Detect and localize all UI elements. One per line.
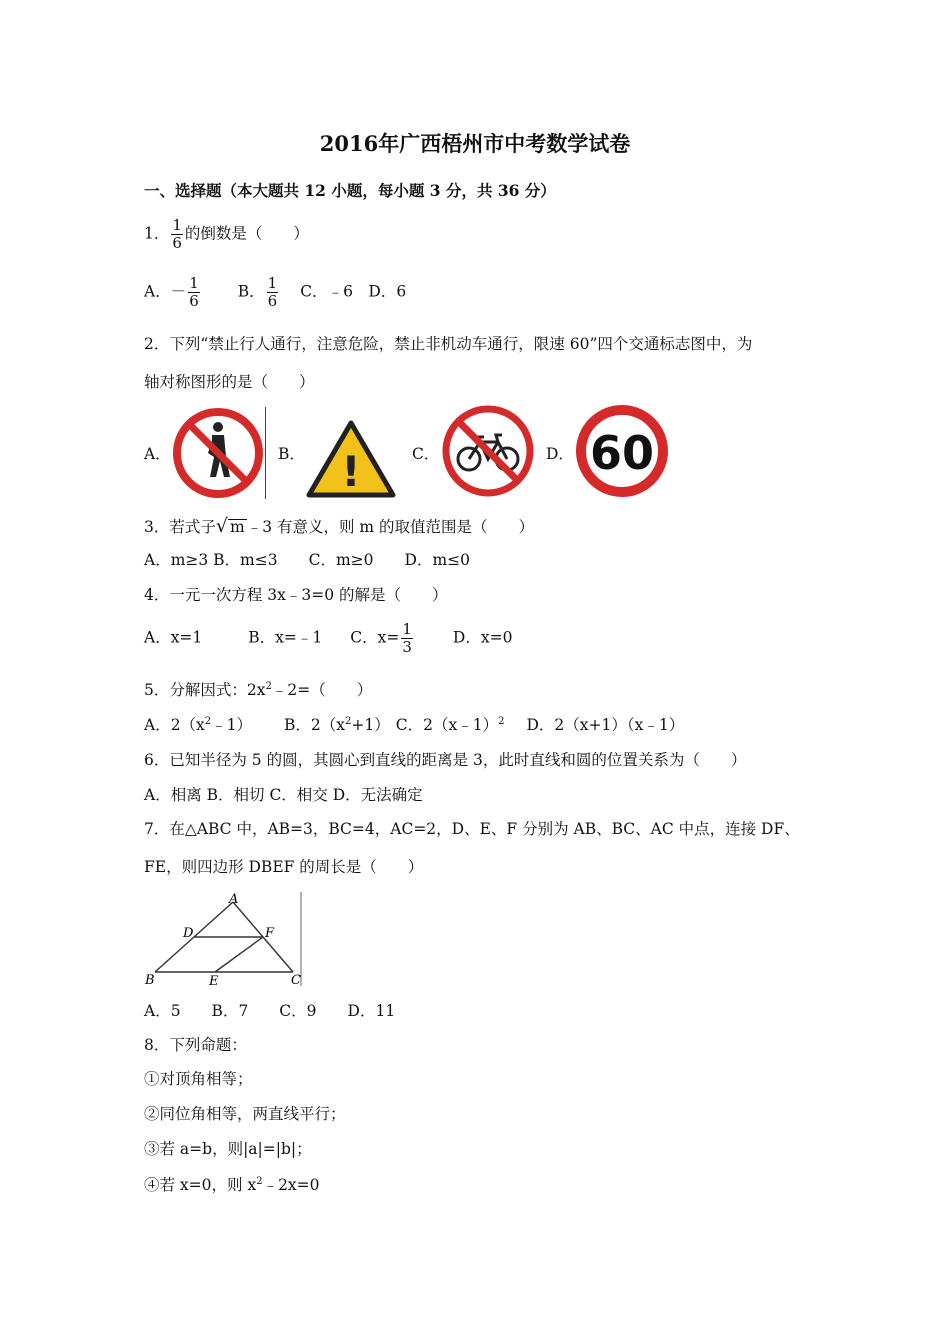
question-3-stem: 3．若式子√ m ﹣3 有意义，则 m 的取值范围是（ ） (144, 515, 535, 537)
speed-limit-sign-icon (574, 404, 670, 498)
option-c-label: C． (412, 445, 440, 463)
proposition-3: ③若 a=b，则|a|=|b|； (144, 1140, 312, 1158)
option-b-label: B． (278, 445, 305, 463)
vertex-label-e: E (209, 974, 219, 988)
option-a-label: A． (144, 445, 171, 463)
question-7-line-1: 7．在△ABC 中，AB=3，BC=4，AC=2，D、E、F 分别为 AB、BC、AC 中点，连接 DF、 (144, 820, 800, 838)
question-2-line-1: 2．下列“禁止行人通行，注意危险，禁止非机动车通行，限速 60”四个交通标志图中，为 (144, 335, 753, 353)
options-c-d: C．﹣6 D．6 (300, 282, 407, 301)
proposition-2: ②同位角相等，两直线平行； (144, 1105, 346, 1123)
question-6-stem: 6．已知半径为 5 的圆，其圆心到直线的距离是 3，此时直线和圆的位置关系为（ ） (144, 751, 747, 769)
question-number: 1． (144, 224, 170, 243)
speed-limit-value: 60 (589, 426, 655, 480)
vertex-label-a: A (229, 892, 239, 907)
option-b: B． (237, 282, 265, 301)
vertex-label-c: C (291, 973, 301, 988)
question-8-stem: 8．下列命题： (144, 1036, 247, 1054)
radicand: m (229, 518, 245, 536)
question-1-options: A．－ $\frac{1}{6}$ B． $\frac{1}{6}$ C．﹣6 D．6 (144, 274, 407, 310)
vertex-label-d: D (183, 926, 194, 941)
page-title: 2016年广西梧州市中考数学试卷 (319, 131, 631, 156)
question-2-line-2: 轴对称图形的是（ ） (144, 373, 315, 391)
proposition-1: ①对顶角相等； (144, 1070, 253, 1088)
question-5-options: A．$2(x^2﹣1)$ B．$2(x^2+1)$ C．2（x﹣1）$^2$ D．2（x+1）（x﹣1） (144, 716, 685, 735)
no-bicycle-sign-icon (440, 404, 536, 498)
vertex-label-f: F (265, 926, 275, 941)
section-heading: 一、选择题（本大题共 12 小题，每小题 3 分，共 36 分） (144, 181, 556, 200)
warning-mark: ! (341, 447, 361, 496)
no-pedestrian-sign-icon (172, 407, 266, 499)
sqrt-sign: √ (215, 515, 228, 537)
question-4-options: A．x=1 B．x=﹣1 C．x= $\frac{1}{3}$ D．x=0 (144, 620, 513, 656)
triangle-figure (144, 890, 306, 988)
warning-sign-icon (306, 420, 396, 498)
question-5-stem: 5．分解因式：$2x^2﹣2=$（ ） (144, 681, 373, 700)
question-7-line-2: FE，则四边形 DBEF 的周长是（ ） (144, 858, 424, 876)
option-d-label: D． (546, 445, 574, 463)
proposition-4: ④若 x=0，则 $x^2﹣2x=0$ (144, 1176, 320, 1195)
question-6-options: A．相离 B．相切 C．相交 D．无法确定 (144, 786, 423, 804)
vertex-label-b: B (145, 973, 155, 988)
option-a: A． (144, 282, 171, 301)
question-3-options: A．m≥3 B．m≤3 C．m≥0 D．m≤0 (144, 551, 470, 569)
fraction: $\frac{1}{6}$ (172, 216, 182, 252)
divider (265, 407, 266, 499)
fraction: $\frac{1}{3}$ (402, 620, 412, 656)
question-7-options: A．5 B．7 C．9 D．11 (144, 1002, 396, 1020)
fraction: $\frac{1}{6}$ (189, 274, 199, 310)
question-4-stem: 4．一元一次方程 3x﹣3=0 的解是（ ） (144, 586, 448, 604)
fraction: $\frac{1}{6}$ (267, 274, 278, 310)
question-1-stem: 1． $\frac{1}{6}$ 的倒数是（ ） (144, 216, 309, 252)
